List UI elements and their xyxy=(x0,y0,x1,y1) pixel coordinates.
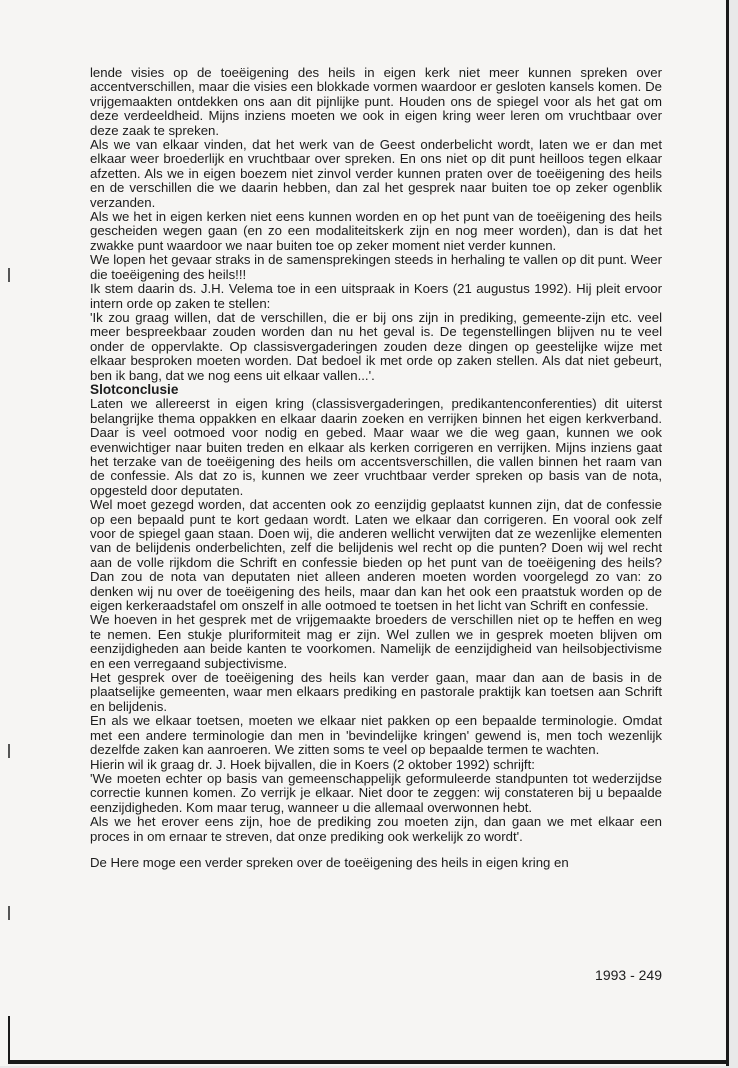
paragraph: lende visies op de toeëigening des heils in eigen kerk niet meer kunnen spreken over accentverschillen, maar die visies een blokkade vormen waardoor er gesloten kansels komen. De vrijgemaakten ontdekken ons aan dit pijnlijke punt. Houden ons de spiegel voor als het gat om deze verdeeldheid. Mijns inziens moeten we ook in eigen kring weer leren om vruchtbaar over deze zaak te spreken. xyxy=(90,65,662,138)
margin-mark xyxy=(8,268,10,282)
article-body xyxy=(90,66,662,870)
paragraph: Als we van elkaar vinden, dat het werk van de Geest onderbelicht wordt, laten we er dan met elkaar weer broederlijk en vruchtbaar over spreken. En ons niet op dit punt heilloos tegen elkaar afzetten. Als we in eigen boezem niet zinvol verder kunnen praten over de toeëigening des heils en de verschillen die we daarin hebben, dan zal het gesprek naar buiten toe op zeker ogenblik verzanden. xyxy=(90,137,662,210)
paragraph: Het gesprek over de toeëigening des heils kan verder gaan, maar dan aan de basis in de plaatselijke gemeenten, waar men elkaars prediking en pastorale praktijk kan toetsen aan Schrift en belijdenis. xyxy=(90,670,662,714)
quote-paragraph: 'We moeten echter op basis van gemeenschappelijk geformuleerde standpunten tot wederzijdse correctie kunnen komen. Zo verrijk je elkaar. Niet door te zeggen: wij constateren bij u bepaalde eenzijdigheden. Kom maar terug, wanneer u die allemaal overwonnen hebt. xyxy=(90,770,662,815)
paragraph: En als we elkaar toetsen, moeten we elkaar niet pakken op een bepaalde terminologie. Omdat met een andere terminologie dan men in 'bevindelijke kringen' gewend is, men toch wezenlijk dezelfde zaken kan aanroeren. We zitten soms te veel op bepaalde termen te wachten. xyxy=(90,713,662,758)
quote-paragraph: 'Ik zou graag willen, dat de verschillen, die er bij ons zijn in prediking, gemeente-zijn etc. veel meer bespreekbaar zouden worden dan nu het geval is. De tegenstellingen blijven nu te veel onder de oppervlakte. Op classisvergaderingen zouden deze dingen op geestelijke wijze met elkaar besproken moeten worden. Dat bedoel ik met orde op zaken stellen. Als dat niet gebeurt, ben ik bang, dat we nog eens uit elkaar vallen...'. xyxy=(90,309,662,383)
right-border-rule xyxy=(726,0,729,1066)
section-heading: Slotconclusie xyxy=(90,381,179,397)
page-number: 1993 - 249 xyxy=(595,967,662,983)
quote-paragraph: Als we het erover eens zijn, hoe de prediking zou moeten zijn, dan gaan we met elkaar een proces in om ernaar te streven, dat onze prediking ook werkelijk zo wordt'. xyxy=(90,814,662,844)
paragraph: Wel moet gezegd worden, dat accenten ook zo eenzijdig geplaatst kunnen zijn, dat de confessie op een bepaald punt te kort gedaan wordt. Laten we elkaar dan corrigeren. En vooral ook zelf voor de spiegel gaan staan. Doen wij, die anderen wellicht verwijten dat ze wezenlijke elementen van de belijdenis onderbelichten, zelf die belijdenis wel recht op die punten? Doen wij wel recht aan de volle rijkdom die Schrift en confessie bieden op het punt van de toeëigening des heils? Dan zou de nota van deputaten niet alleen anderen moeten worden voorgelegd zo van: zo denken wij nu over de toeëigening des heils, maar dan kan het ook een praatstuk worden op de eigen kerkeraadstafel om onszelf in alle ootmoed te toetsen in het licht van Schrift en confessie. xyxy=(90,497,662,614)
paragraph: Laten we allereerst in eigen kring (classisvergaderingen, predikantenconferenties) dit uiterst belangrijke thema oppakken en elkaar daarin zoeken en verrijken binnen het eigen kerkverband. Daar is veel ootmoed voor nodig en gebed. Maar waar we die weg gaan, kunnen we ook evenwichtiger naar buiten treden en elkaar als kerken corrigeren en verrijken. Mijns inziens gaat het terzake van de toeëigening des heils om accentsverschillen, die vallen binnen het raam van de confessie. Als dat zo is, kunnen we zeer vruchtbaar verder spreken op basis van de nota, opgesteld door deputaten. xyxy=(90,396,662,498)
bottom-border-rule xyxy=(8,1060,728,1064)
paragraph: We lopen het gevaar straks in de samensprekingen steeds in herhaling te vallen op dit punt. Weer die toeëigening des heils!!! xyxy=(90,252,662,282)
margin-mark xyxy=(8,906,10,920)
closing-paragraph: De Here moge een verder spreken over de toeëigening des heils in eigen kring en xyxy=(90,854,569,870)
paragraph: Ik stem daarin ds. J.H. Velema toe in een uitspraak in Koers (21 augustus 1992). Hij pleit ervoor intern orde op zaken te stellen: xyxy=(90,281,662,311)
paragraph: Als we het in eigen kerken niet eens kunnen worden en op het punt van de toeëigening des heils gescheiden wegen gaan (en zo een modaliteitskerk zijn en nog meer worden), dan is dat het zwakke punt waardoor we naar buiten toe op zeker moment niet verder kunnen. xyxy=(90,209,662,253)
margin-mark xyxy=(8,744,10,758)
paragraph: Hierin wil ik graag dr. J. Hoek bijvallen, die in Koers (2 oktober 1992) schrijft: xyxy=(90,756,535,772)
left-corner-rule xyxy=(8,1016,10,1062)
paragraph: We hoeven in het gesprek met de vrijgemaakte broeders de verschillen niet op te heffen en weg te nemen. Een stukje pluriformiteit mag er zijn. Wel zullen we in gesprek moeten blijven om eenzijdigheden aan beide kanten te voorkomen. Namelijk de eenzijdigheid van heilsobjectivisme en een verregaand subjectivisme. xyxy=(90,612,662,671)
